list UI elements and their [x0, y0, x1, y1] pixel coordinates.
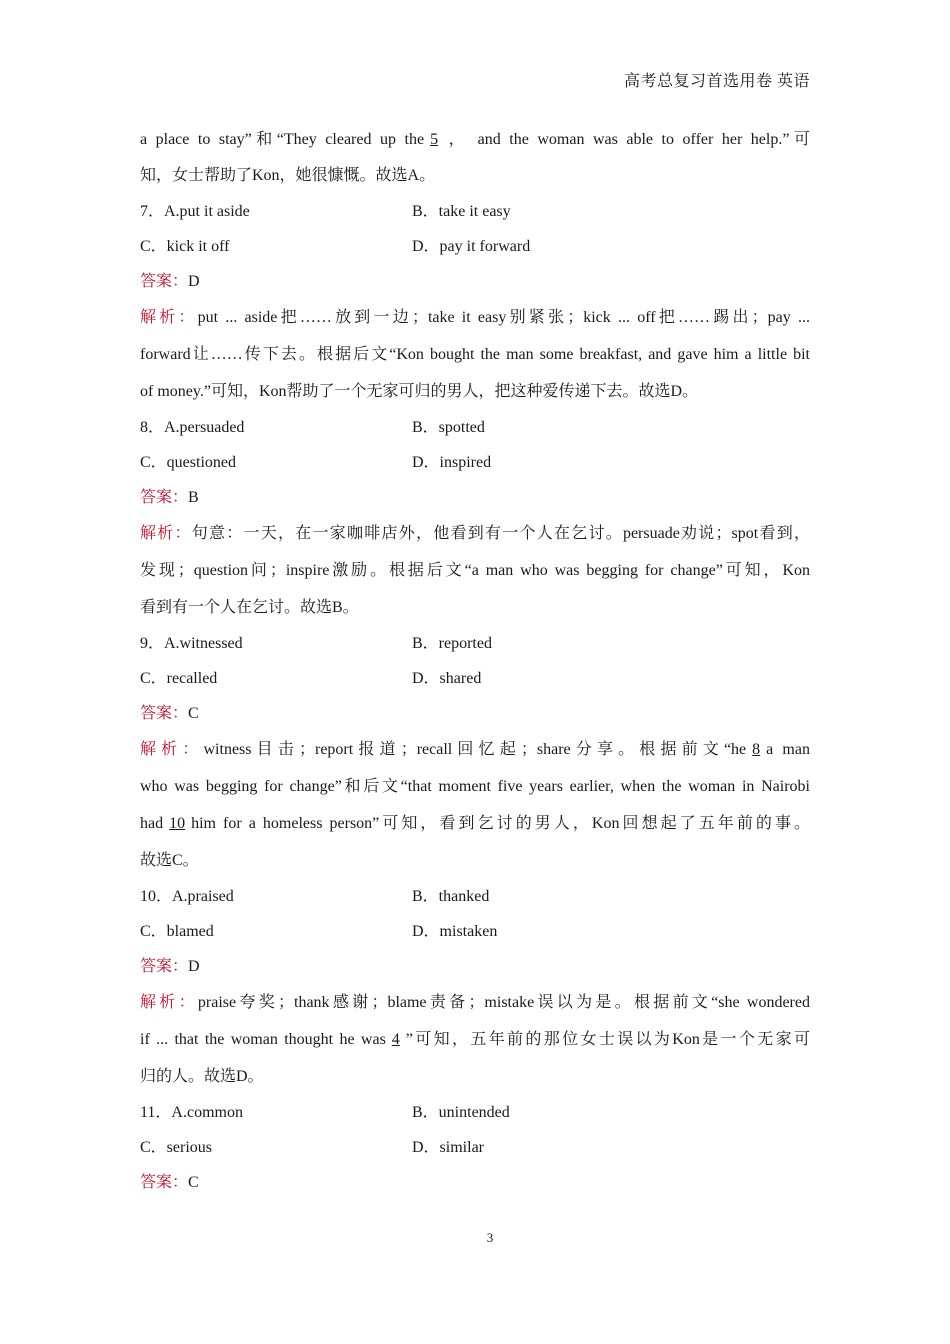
analysis-label: 解析： — [140, 994, 198, 1011]
analysis-line: forward让……传下去。根据后文“Kon bought the man some breakfast, and gave him a little bit — [140, 346, 810, 363]
options-row — [140, 626, 810, 661]
options-row — [140, 1095, 810, 1130]
text-span: him for a homeless person”可知，看到乞讨的男人，Kon回想起了五年前的事。 — [191, 815, 810, 832]
option-d: D．inspired — [412, 454, 492, 471]
analysis-line — [140, 984, 810, 1021]
option-b: B．take it easy — [412, 203, 511, 220]
options-row — [140, 661, 810, 696]
text-span: a man — [766, 741, 810, 758]
option-d: D．shared — [412, 670, 482, 687]
document-body — [140, 122, 810, 1200]
text-span: ， and the woman was able to offer her help.”可 — [444, 131, 810, 148]
analysis-label: 解析： — [140, 525, 192, 542]
answer-line — [140, 264, 810, 299]
text-span: if ... that the woman thought he was — [140, 1031, 386, 1048]
option-d: D．mistaken — [412, 923, 498, 940]
option-c: C．blamed — [140, 923, 214, 940]
blank-number: 5 — [430, 131, 439, 148]
option-b: B．thanked — [412, 888, 490, 905]
option-c: C．serious — [140, 1139, 213, 1156]
answer-line — [140, 949, 810, 984]
analysis-label: 解析： — [140, 309, 198, 326]
answer-value: C — [188, 1174, 199, 1191]
answer-label: 答案： — [140, 1174, 189, 1191]
options-row — [140, 194, 810, 229]
text-span: ”可知，五年前的那位女士误以为Kon是一个无家可 — [405, 1031, 810, 1048]
options-row — [140, 445, 810, 480]
answer-line — [140, 696, 810, 731]
text-line — [140, 122, 810, 157]
options-row — [140, 914, 810, 949]
option-a: 7．A.put it aside — [140, 203, 250, 220]
option-d: D．pay it forward — [412, 238, 531, 255]
analysis-line — [140, 805, 810, 842]
answer-label: 答案： — [140, 489, 189, 506]
answer-line — [140, 480, 810, 515]
analysis-line: 故选C。 — [140, 852, 199, 869]
option-a: 11．A.common — [140, 1104, 243, 1121]
blank-number: 10 — [169, 815, 186, 832]
page-header: 高考总复习首选用卷 英语 — [623, 73, 810, 90]
answer-label: 答案： — [140, 705, 189, 722]
option-b: B．reported — [412, 635, 492, 652]
option-c: C．recalled — [140, 670, 218, 687]
analysis-line — [140, 1021, 810, 1058]
analysis-label: 解析： — [140, 741, 204, 758]
analysis-line — [140, 299, 810, 336]
option-a: 9．A.witnessed — [140, 635, 243, 652]
blank-number: 4 — [391, 1031, 400, 1048]
answer-value: D — [188, 958, 200, 975]
answer-value: B — [188, 489, 199, 506]
analysis-line — [140, 731, 810, 768]
option-b: B．unintended — [412, 1104, 510, 1121]
page-number: 3 — [486, 1230, 494, 1245]
option-a: 8．A.persuaded — [140, 419, 245, 436]
answer-label: 答案： — [140, 273, 189, 290]
options-row — [140, 229, 810, 264]
analysis-line: 发现；question问；inspire激励。根据后文“a man who was begging for change”可知，Kon — [140, 562, 810, 579]
option-c: C．kick it off — [140, 238, 230, 255]
text-span: witness目击；report报道；recall回忆起；share分享。根据前文“he — [203, 741, 747, 758]
analysis-line — [140, 515, 810, 552]
analysis-line: 看到有一个人在乞讨。故选B。 — [140, 599, 359, 616]
analysis-line: who was begging for change”和后文“that moment five years earlier, when the woman in Nairobi — [140, 778, 810, 795]
option-d: D．similar — [412, 1139, 484, 1156]
answer-value: C — [188, 705, 199, 722]
analysis-line: 归的人。故选D。 — [140, 1068, 264, 1085]
analysis-line: of money.”可知，Kon帮助了一个无家可归的男人，把这种爱传递下去。故选D。 — [140, 383, 699, 400]
text-line: 知，女士帮助了Kon，她很慷慨。故选A。 — [140, 167, 436, 184]
option-c: C．questioned — [140, 454, 236, 471]
text-span: praise夸奖；thank感谢；blame责备；mistake误以为是。根据前文“she wondered — [197, 994, 810, 1011]
answer-value: D — [188, 273, 200, 290]
text-span: put ... aside把……放到一边；take it easy别紧张；kick ... off把……踢出；pay ... — [197, 309, 810, 326]
option-b: B．spotted — [412, 419, 485, 436]
answer-label: 答案： — [140, 958, 189, 975]
options-row — [140, 410, 810, 445]
options-row — [140, 879, 810, 914]
option-a: 10．A.praised — [140, 888, 234, 905]
text-span: a place to stay”和“They cleared up the — [140, 131, 425, 148]
blank-number: 8 — [752, 741, 761, 758]
text-span: had — [140, 815, 164, 832]
text-span: 句意：一天，在一家咖啡店外，他看到有一个人在乞讨。persuade劝说；spot看到， — [191, 525, 810, 542]
options-row — [140, 1130, 810, 1165]
answer-line — [140, 1165, 810, 1200]
